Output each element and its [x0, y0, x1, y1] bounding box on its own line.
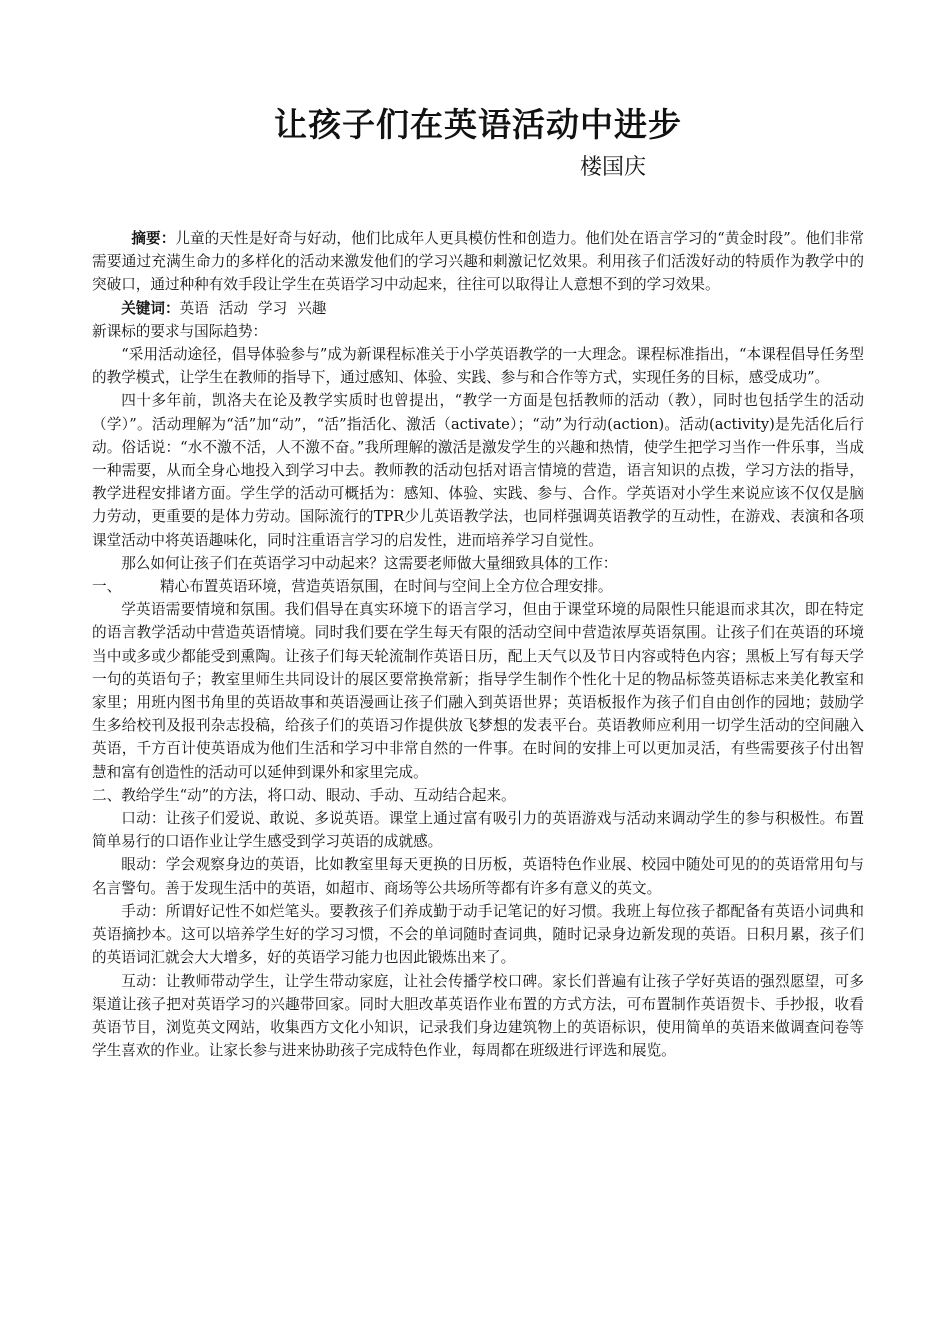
keyword: 学习 — [257, 299, 288, 317]
section-heading-two: 二、教给学生“动”的方法，将口动、眼动、手动、互动结合起来。 — [92, 786, 516, 804]
keyword: 兴趣 — [297, 299, 327, 317]
body-paragraph: 学英语需要情境和氛围。我们倡导在真实环境下的语言学习，但由于课堂环境的局限性只能退而求其次，即在特定的语言教学活动中营造英语情境。同时我们要在学生每天有限的活动空间中营造浓厚英语氛围。让孩子们在英语的环境当中或多或少都能受到熏陶。让孩子们每天轮流制作英语日历，配上天气以及节日内容或特色内容；黑板上写有每天学一句的英语句子；教室里师生共同设计的展区要常换常新；指导学生制作个性化十足的物品标签英语标志来美化教室和家里；用班内图书角里的英语故事和英语漫画让孩子们融入到英语世界；英语板报作为孩子们自由创作的园地；鼓励学生多给校刊及报刊杂志投稿，给孩子们的英语习作提供放飞梦想的发表平台。英语教师应利用一切学生活动的空间融入英语，千方百计使英语成为他们生活和学习中非常自然的一件事。在时间的安排上可以更加灵活，有些需要孩子付出智慧和富有创造性的活动可以延伸到课外和家里完成。 — [92, 601, 864, 781]
keywords-paragraph — [92, 297, 864, 320]
document-page — [92, 0, 864, 1062]
section-heading-text: 精心布置英语环境，营造英语氛围，在时间与空间上全方位合理安排。 — [160, 578, 613, 596]
abstract-paragraph — [92, 227, 864, 297]
body-paragraph: 互动：让教师带动学生，让学生带动家庭，让社会传播学校口碑。家长们普遍有让孩子学好英语的强烈愿望，可多渠道让孩子把对英语学习的兴趣带回家。同时大胆改革英语作业布置的方式方法，可布置制作英语贺卡、手抄报，收看英语节目，浏览英文网站，收集西方文化小知识，记录我们身边建筑物上的英语标识，使用简单的英语来做调查问卷等学生喜欢的作业。让家长参与进来协助孩子完成特色作业，每周都在班级进行评选和展览。 — [92, 972, 864, 1060]
document-title: 让孩子们在英语活动中进步 — [274, 105, 682, 144]
section-number: 一、 — [92, 578, 122, 596]
body-paragraph: 那么如何让孩子们在英语学习中动起来？这需要老师做大量细致具体的工作： — [121, 554, 618, 572]
author-name: 楼国庆 — [580, 155, 647, 180]
body-paragraph: 四十多年前，凯洛夫在论及教学实质时也曾提出，“教学一方面是包括教师的活动（教），同时也包括学生的活动（学）”。活动理解为“活”加“动”，“活”指活化、激活（activate）；“动”为行动(action)。活动(activity)是先活化后行动。俗话说：“水不激不活，人不激不奋。”我所理解的激活是激发学生的兴趣和热情，使学生把学习当作一件乐事，当成一种需要，从而全身心地投入到学习中去。教师教的活动包括对语言情境的营造，语言知识的点拨，学习方法的指导，教学进程安排诸方面。学生学的活动可概括为：感知、体验、实践、参与、合作。学英语对小学生来说应该不仅仅是脑力劳动，更重要的是体力劳动。国际流行的TPR少儿英语教学法，也同样强调英语教学的互动性，在游戏、表演和各项课堂活动中将英语趣味化，同时注重语言学习的启发性，进而培养学习自觉性。 — [92, 392, 864, 549]
keyword: 活动 — [218, 299, 248, 317]
keywords-label: 关键词： — [121, 299, 180, 317]
body-paragraph: 眼动：学会观察身边的英语，比如教室里每天更换的日历板，英语特色作业展、校园中随处可见的的英语常用句与名言警句。善于发现生活中的英语，如超市、商场等公共场所等都有许多有意义的英文。 — [92, 856, 864, 897]
body-paragraph: “采用活动途径，倡导体验参与”成为新课程标准关于小学英语教学的一大理念。课程标准指出，“本课程倡导任务型的教学模式，让学生在教师的指导下，通过感知、体验、实践、参与和合作等方式，实现任务的目标，感受成功”。 — [92, 346, 864, 387]
section-heading-one — [92, 575, 864, 598]
body-paragraph: 口动：让孩子们爱说、敢说、多说英语。课堂上通过富有吸引力的英语游戏与活动来调动学生的参与积极性。布置简单易行的口语作业让学生感受到学习英语的成就感。 — [92, 810, 864, 851]
document-body — [92, 227, 864, 1062]
abstract-label: 摘要： — [131, 230, 176, 247]
abstract-text: 儿童的天性是好奇与好动，他们比成年人更具模仿性和创造力。他们处在语言学习的“黄金时段”。他们非常需要通过充满生命力的多样化的活动来激发他们的学习兴趣和刺激记忆效果。利用孩子们活泼好动的特质作为教学中的突破口，通过种种有效手段让学生在英语学习中动起来，往往可以取得让人意想不到的学习效果。 — [92, 230, 864, 294]
body-paragraph: 手动：所谓好记性不如烂笔头。要教孩子们养成勤于动手记笔记的好习惯。我班上每位孩子都配备有英语小词典和英语摘抄本。这可以培养学生好的学习习惯，不会的单词随时查词典，随时记录身边新发现的英语。日积月累，孩子们的英语词汇就会大大增多，好的英语学习能力也因此锻炼出来了。 — [92, 902, 864, 967]
section-heading-trends: 新课标的要求与国际趋势： — [92, 322, 268, 340]
keyword: 英语 — [179, 299, 209, 317]
